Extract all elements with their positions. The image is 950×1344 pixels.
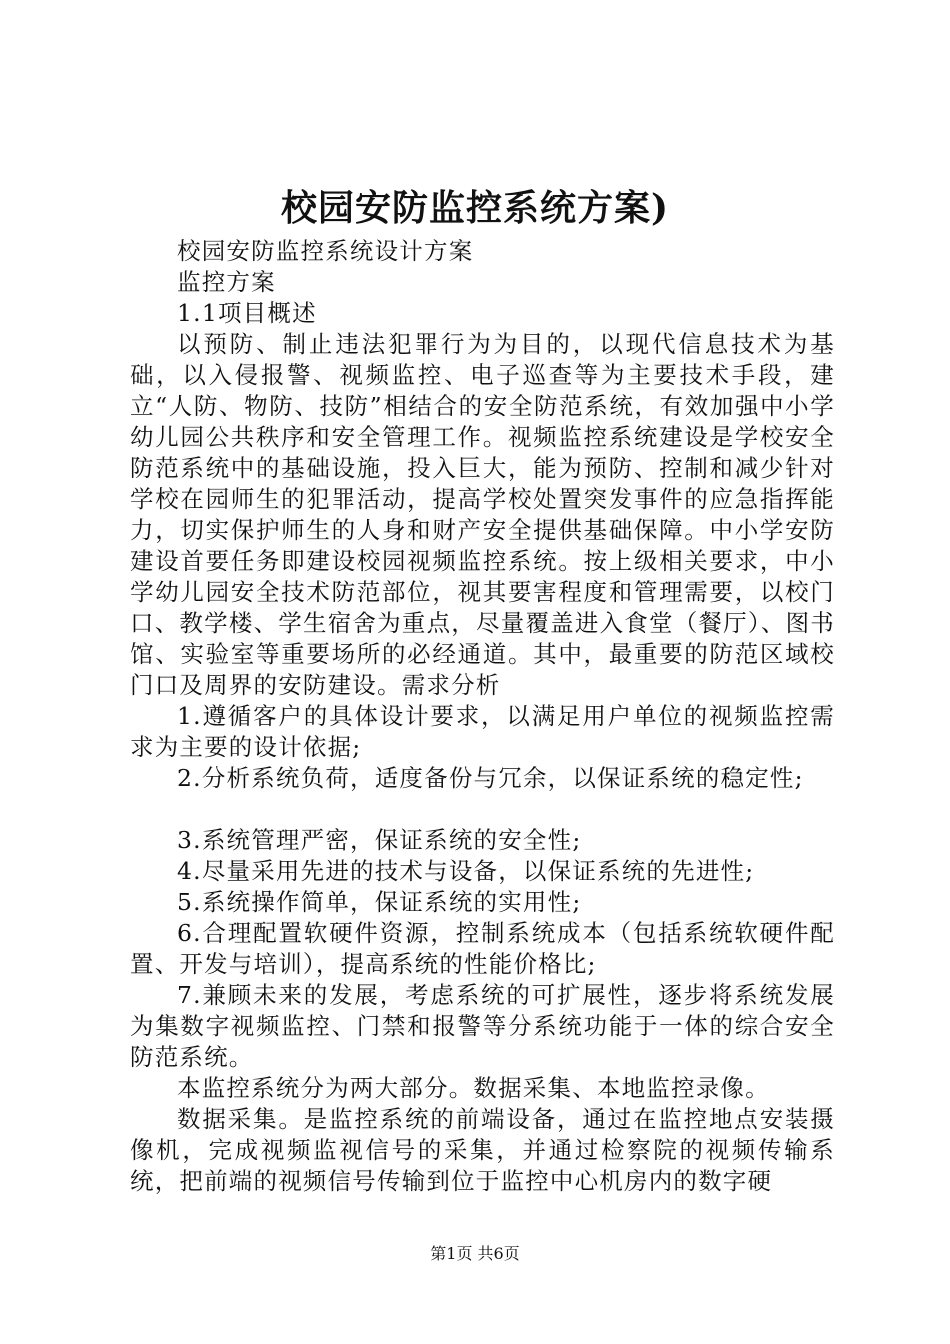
paragraph-overview: 以预防、制止违法犯罪行为为目的，以现代信息技术为基础，以入侵报警、视频监控、电子巡查等为主要技术手段，建立“人防、物防、技防”相结合的安全防范系统，有效加强中小学幼儿园公共秩序和安全管理工作。视频监控系统建设是学校安全防范系统中的基础设施，投入巨大，能为预防、控制和减少针对学校在园师生的犯罪活动，提高学校处置突发事件的应急指挥能力，切实保护师生的人身和财产安全提供基础保障。中小学安防建设首要任务即建设校园视频监控系统。按上级相关要求，中小学幼儿园安全技术防范部位，视其要害程度和管理需要，以校门口、教学楼、学生宿舍为重点，尽量覆盖进入食堂（餐厅）、图书馆、实验室等重要场所的必经通道。其中，最重要的防范区域校门口及周界的安防建设。需求分析 <box>130 330 835 699</box>
document-body <box>130 236 835 1197</box>
paragraph-requirement-2: 2.分析系统负荷，适度备份与冗余，以保证系统的稳定性; <box>177 764 804 792</box>
page-footer: 第1页 共6页 <box>430 1244 520 1263</box>
paragraph-subtitle: 校园安防监控系统设计方案 <box>177 237 474 265</box>
paragraph-requirement-3: 3.系统管理严密，保证系统的安全性; <box>177 826 582 854</box>
paragraph-system-parts: 本监控系统分为两大部分。数据采集、本地监控录像。 <box>177 1074 770 1102</box>
paragraph-requirement-5: 5.系统操作简单，保证系统的实用性; <box>177 888 582 916</box>
paragraph-data-collection: 数据采集。是监控系统的前端设备，通过在监控地点安装摄像机，完成视频监视信号的采集，并通过检察院的视频传输系统，把前端的视频信号传输到位于监控中心机房内的数字硬 <box>130 1105 835 1195</box>
paragraph-requirement-6: 6.合理配置软硬件资源，控制系统成本（包括系统软硬件配置、开发与培训），提高系统的性能价格比; <box>130 919 835 978</box>
paragraph-subsection-heading: 1.1项目概述 <box>177 299 317 327</box>
paragraph-requirement-1: 1.遵循客户的具体设计要求，以满足用户单位的视频监控需求为主要的设计依据; <box>130 702 835 761</box>
paragraph-requirement-7: 7.兼顾未来的发展，考虑系统的可扩展性，逐步将系统发展为集数字视频监控、门禁和报警等分系统功能于一体的综合安全防范系统。 <box>130 981 835 1071</box>
paragraph-section-heading: 监控方案 <box>177 268 276 296</box>
document-title: 校园安防监控系统方案) <box>280 187 670 229</box>
paragraph-requirement-4: 4.尽量采用先进的技术与设备，以保证系统的先进性; <box>177 857 755 885</box>
